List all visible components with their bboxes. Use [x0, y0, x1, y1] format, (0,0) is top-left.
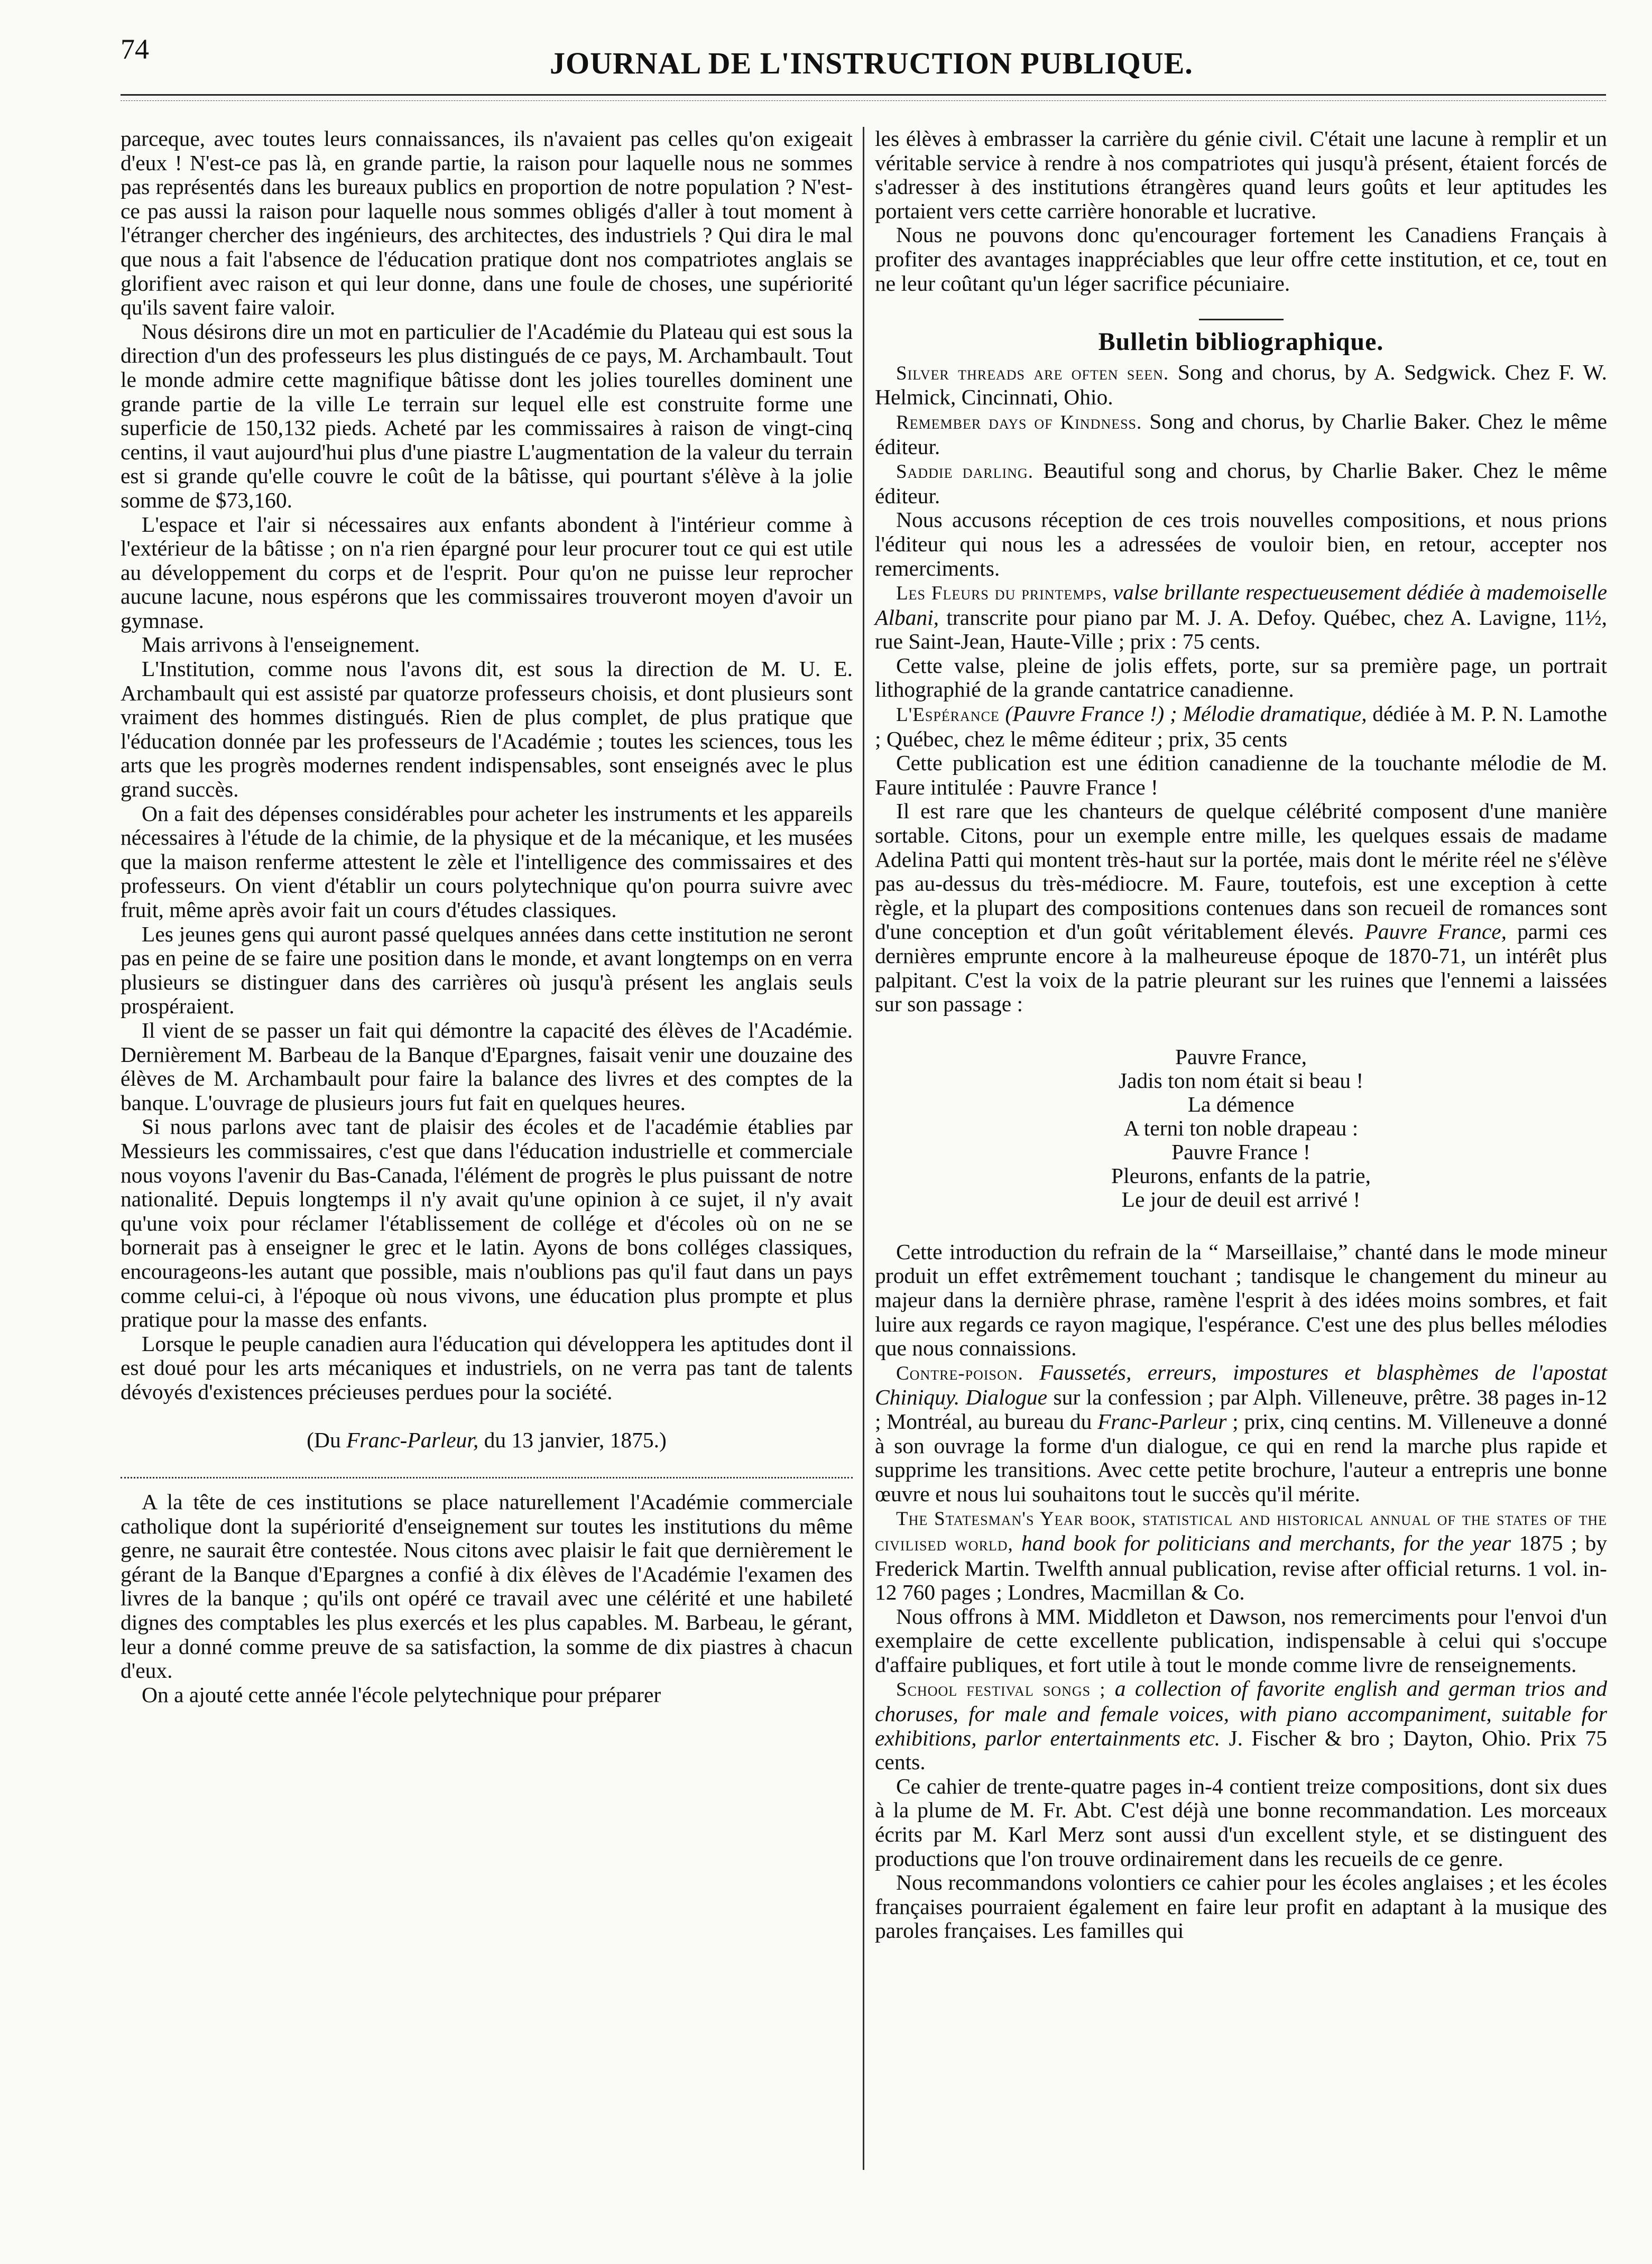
paragraph: Ce cahier de trente-quatre pages in-4 contient treize compositions, dont six dues à la plume de M. Fr. Abt. C'est déjà une bonne recommandation. Les morceaux écrits par M. Karl Merz sont aussi d'un excellent style, et se distinguent des productions que l'on trouve ordinairement dans les recueils de ce genre. — [875, 1773, 1607, 1871]
header-rule — [121, 94, 1606, 96]
bibliography-entry: Contre-poison. Faussetés, erreurs, impostures et blasphèmes de l'apostat Chiniquy. Dialogue sur la confession ; par Alph. Villeneuve, prêtre. 38 pages in-12 ; Montréal, au bureau du Franc-Parleur ; prix, cinq centins. M. Villeneuve a donné à son ouvrage la forme d'un dialogue, ce qui en rend la marche plus rapide et supprime les transitions. Avec cette petite brochure, l'auteur a entrepris une bonne œuvre et nous lui souhaitons tout le succès qu'il mérite. — [875, 1360, 1607, 1506]
column-divider — [863, 127, 864, 2170]
paragraph: Lorsque le peuple canadien aura l'éducation qui développera les aptitudes dont il est doué pour les arts mécaniques et industriels, on ne verra pas tant de talents dévoyés d'existences précieuses perdues pour la société. — [121, 1331, 853, 1404]
bibliography-entry: Saddie darling. Beautiful song and chorus, by Charlie Baker. Chez le même éditeur. — [875, 458, 1607, 508]
paragraph: Cette publication est une édition canadienne de la touchante mélodie de M. Faure intitulée : Pauvre France ! — [875, 751, 1607, 799]
paragraph: Si nous parlons avec tant de plaisir des écoles et de l'académie établies par Messieurs les commissaires, c'est que dans l'éducation industrielle et commerciale nous voyons l'avenir du Bas-Canada, l'élément de progrès le plus puissant de notre nationalité. Depuis longtemps il n'y avait qu'une opinion à ce sujet, il n'y avait qu'une voix pour réclamer l'établissement de collége et d'écoles où on ne se bornerait pas à enseigner le grec et le latin. Ayons de bons colléges classiques, encourageons-les autant que possible, mais n'oublions pas qu'il faut dans un pays comme celui-ci, à l'époque où nous vivons, une éducation plus prompte et plus pratique pour la masse des enfants. — [121, 1114, 853, 1332]
poem-line: Le jour de deuil est arrivé ! — [1121, 1187, 1361, 1212]
right-column — [875, 127, 1607, 1943]
source-citation: (Du Franc-Parleur, du 13 janvier, 1875.) — [307, 1428, 667, 1453]
paragraph: Nous ne pouvons donc qu'encourager fortement les Canadiens Français à profiter des avantages inappréciables que leur offre cette institution, et ce, tout en ne leur coûtant qu'un léger sacrifice pécuniaire. — [875, 223, 1607, 295]
paragraph: On a ajouté cette année l'école pelytechnique pour préparer — [142, 1682, 661, 1707]
poem — [875, 1045, 1607, 1212]
paragraph: Cette introduction du refrain de la “ Marseillaise,” chanté dans le mode mineur produit un effet extrêmement touchant ; tandisque le changement du mineur au majeur dans la dernière phrase, ramène l'esprit à des idées moins sombres, et fait luire aux regards ce rayon magique, l'espérance. C'est une des plus belles mélodies que nous connaissions. — [875, 1239, 1607, 1361]
paragraph: Il est rare que les chanteurs de quelque célébrité composent d'une manière sortable. Citons, pour un exemple entre mille, les quelques essais de madame Adelina Patti qui montent très-haut sur la portée, mais dont le mérite réel ne s'élève pas au-dessus du très-médiocre. M. Faure, toutefois, est une exception à cette règle, et la plupart des compositions contenues dans son recueil de romances sont d'une conception et d'un goût véritablement élevés. Pauvre France, parmi ces dernières emprunte encore à la malheureuse époque de 1870-71, un intérêt plus palpitant. C'est la voix de la patrie pleurant sur les ruines que l'ennemi a laissées sur son passage : — [875, 799, 1607, 1017]
header-rule-dashed — [121, 100, 1606, 101]
poem-line: Jadis ton nom était si beau ! — [1118, 1068, 1364, 1093]
paragraph: parceque, avec toutes leurs connaissances, ils n'avaient pas celles qu'on exigeait d'eux ! N'est-ce pas là, en grande partie, la raison pour laquelle nous ne sommes pas représentés dans les bureaux publics en proportion de notre population ? N'est-ce pas aussi la raison pour laquelle nous sommes obligés d'aller à tout moment à l'étranger chercher des ingénieurs, des architectes, des industriels ? Qui dira le mal que nous a fait l'absence de l'éducation pratique dont nos compatriotes anglais se glorifient avec raison et qui leur donne, dans une foule de choses, une supériorité qu'ils savent faire valoir. — [121, 126, 853, 320]
bibliography-entry: The Statesman's Year book, statistical and historical annual of the states of the civilised world, hand book for politicians and merchants, for the year 1875 ; by Frederick Martin. Twelfth annual publication, revise after official returns. 1 vol. in-12 760 pages ; Londres, Macmillan & Co. — [875, 1508, 1607, 1605]
paragraph: On a fait des dépenses considérables pour acheter les instruments et les appareils nécessaires à l'étude de la chimie, de la physique et de la mécanique, et les musées que la maison renferme attestent le zèle et l'intelligence des commissaires et des professeurs. On vient d'établir un cours polytechnique qu'on pourra suivre avec fruit, même après avoir fait un cours d'études classiques. — [121, 801, 853, 922]
paragraph: L'Institution, comme nous l'avons dit, est sous la direction de M. U. E. Archambault qui est assisté par quatorze professeurs choisis, et dont plusieurs sont vraiment des hommes distingués. Rien de plus complet, de plus pratique que l'éducation donnée par les professeurs de l'Académie ; toutes les sciences, tous les arts que les progrès modernes rendent indispensables, sont enseignés avec le plus grand succès. — [121, 657, 853, 802]
paragraph: Nous désirons dire un mot en particulier de l'Académie du Plateau qui est sous la direction d'un des professeurs les plus distingués de ce pays, M. Archambault. Tout le monde admire cette magnifique bâtisse dont les jolies tourelles dominent une grande partie de la ville Le terrain sur lequel elle est construite forme une superficie de 150,132 pieds. Acheté par les commissaires à raison de vingt-cinq centins, il vaut aujourd'hui plus d'une piastre L'augmentation de la valeur du terrain est si grande qu'elle couvre le coût de la bâtisse, qui pourtant s'élève à la jolie somme de $73,160. — [121, 319, 853, 512]
running-header: JOURNAL DE L'INSTRUCTION PUBLIQUE. — [550, 46, 1193, 80]
paragraph: Nous recommandons volontiers ce cahier pour les écoles anglaises ; et les écoles françaises pourraient également en faire leur profit en adaptant à la musique des paroles françaises. Les familles qui — [875, 1870, 1607, 1943]
section-rule — [1199, 319, 1284, 320]
poem-line: Pauvre France ! — [1171, 1139, 1310, 1164]
poem-line: Pleurons, enfants de la patrie, — [1111, 1163, 1371, 1188]
paragraph: L'espace et l'air si nécessaires aux enfants abondent à l'intérieur comme à l'extérieur de la bâtisse ; on n'a rien épargné pour leur procurer tout ce qui est utile au développement du corps et de l'esprit. Pour qu'on ne puisse leur reprocher aucune lacune, nous espérons que les commissaires trouveront moyen d'avoir un gymnase. — [121, 512, 853, 633]
paragraph: Il vient de se passer un fait qui démontre la capacité des élèves de l'Académie. Dernièrement M. Barbeau de la Banque d'Epargnes, faisait venir une douzaine des élèves de M. Archambault pour faire la balance des livres et des comptes de la banque. L'ouvrage de plusieurs jours fut fait en quelques heures. — [121, 1018, 853, 1115]
section-title: Bulletin bibliographique. — [1098, 328, 1384, 356]
bibliography-entry: Remember days of Kindness. Song and chorus, by Charlie Baker. Chez le même éditeur. — [875, 409, 1607, 459]
bibliography-entry: School festival songs ; a collection of favorite english and german trios and choruses, for male and female voices, with piano accompaniment, suitable for exhibitions, parlor entertainments etc. J. Fischer & bro ; Dayton, Ohio. Prix 75 cents. — [875, 1676, 1607, 1775]
paragraph: Mais arrivons à l'enseignement. — [142, 632, 420, 657]
left-column — [121, 127, 853, 1707]
poem-line: A terni ton noble drapeau : — [1123, 1115, 1359, 1140]
paragraph: Nous offrons à MM. Middleton et Dawson, nos remerciments pour l'envoi d'un exemplaire de cette excellente publication, indispensable à celui qui s'occupe d'affaire publiques, et fort utile à tout le monde comme livre de renseignements. — [875, 1604, 1607, 1677]
bibliography-entry: Silver threads are often seen. Song and chorus, by A. Sedgwick. Chez F. W. Helmick, Cincinnati, Ohio. — [875, 359, 1607, 410]
poem-line: Pauvre France, — [1175, 1044, 1307, 1069]
page-number: 74 — [121, 33, 149, 65]
bibliography-entry: Les Fleurs du printemps, valse brillante respectueusement dédiée à mademoiselle Albani, transcrite pour piano par M. J. A. Defoy. Québec, chez A. Lavigne, 11½, rue Saint-Jean, Haute-Ville ; prix : 75 cents. — [875, 580, 1608, 654]
bibliography-entry: L'Espérance (Pauvre France !) ; Mélodie dramatique, dédiée à M. P. N. Lamothe ; Québec, chez le même éditeur ; prix, 35 cents — [875, 701, 1607, 751]
dotted-separator — [121, 1477, 853, 1478]
poem-line: La démence — [1187, 1092, 1295, 1116]
paragraph: Les jeunes gens qui auront passé quelques années dans cette institution ne seront pas en peine de se faire une position dans le monde, et avant longtemps on en verra plusieurs se distinguer dans des carrières où jusqu'à présent les anglais seuls prospéraient. — [121, 921, 853, 1019]
paragraph: A la tête de ces institutions se place naturellement l'Académie commerciale catholique dont la supériorité d'enseignement sur toutes les institutions du même genre, ne saurait être contestée. Nous citons avec plaisir le fait que dernièrement le gérant de la Banque d'Epargnes a confié à dix élèves de l'Académie l'examen des livres de la banque ; qu'ils ont opéré ce travail avec une célérité et une habileté dignes des comptables les plus exercés et les plus capables. M. Barbeau, le gérant, leur a donné comme preuve de sa satisfaction, la somme de dix piastres à chacun d'eux. — [121, 1490, 853, 1683]
paragraph: Cette valse, pleine de jolis effets, porte, sur sa première page, un portrait lithographié de la grande cantatrice canadienne. — [875, 653, 1607, 702]
paragraph: Nous accusons réception de ces trois nouvelles compositions, et nous prions l'éditeur qui nous les a adressées de vouloir bien, en retour, accepter nos remerciments. — [875, 507, 1607, 580]
paragraph: les élèves à embrasser la carrière du génie civil. C'était une lacune à remplir et un véritable service à rendre à nos compatriotes qui jusqu'à présent, étaient forcés de s'adresser à des institutions étrangères quand leurs goûts et leur aptitudes les portaient vers cette carrière honorable et lucrative. — [875, 126, 1607, 223]
